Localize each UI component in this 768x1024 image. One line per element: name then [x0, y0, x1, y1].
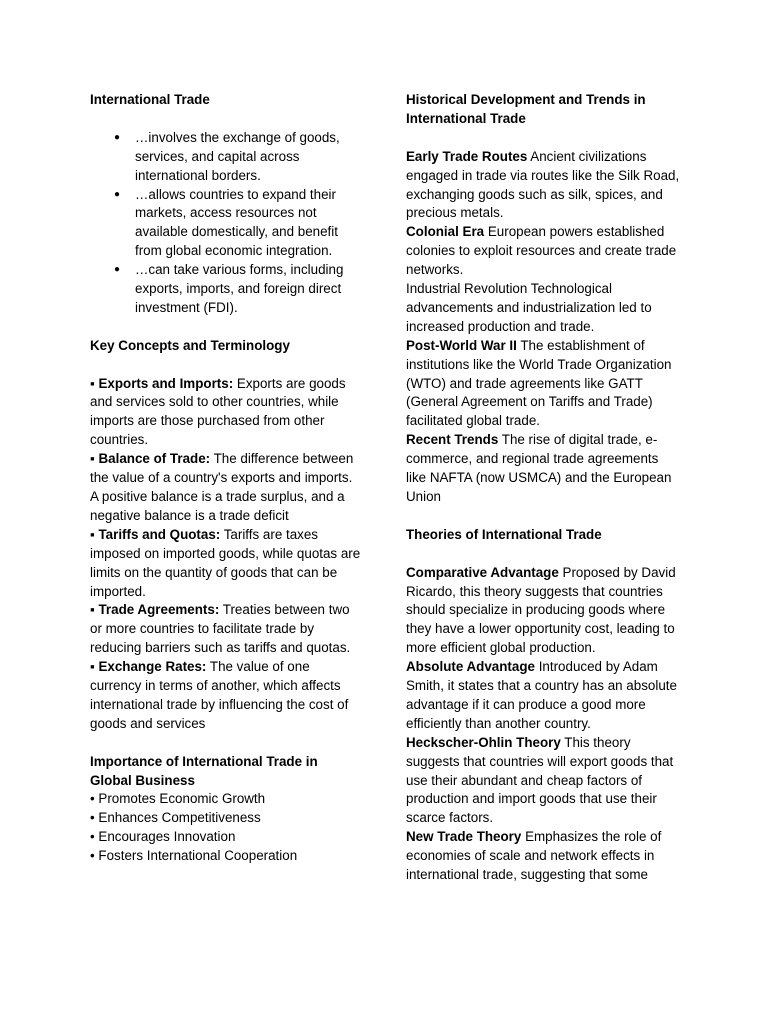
concept-tariffs-quotas: [90, 526, 362, 602]
concept-text: Tariffs are taxes imposed on imported goods, while quotas are limits on the quantity of goods that can be imported.: [90, 526, 361, 599]
history-text: Industrial Revolution Technological advancements and industrialization led to increased production and trade.: [406, 281, 652, 334]
spacer: [90, 110, 362, 129]
spacer: [406, 129, 682, 148]
concept-exchange-rates: [90, 658, 362, 734]
section-title-historical-development: Historical Development and Trends in International Trade: [406, 92, 646, 126]
list-item: ● …can take various forms, including exports, imports, and foreign direct investment (FDI).: [90, 261, 362, 318]
theory-term: Comparative Advantage: [406, 564, 559, 580]
history-text: Ancient civilizations engaged in trade via routes like the Silk Road, exchanging goods such as silk, spices, and precious metals.: [406, 148, 680, 221]
theory-heckscher-ohlin: [406, 734, 682, 829]
concept-trade-agreements: [90, 601, 362, 658]
spacer: [90, 734, 362, 753]
history-recent-trends: [406, 431, 682, 507]
square-bullet-icon: ▪: [90, 659, 95, 675]
square-bullet-icon: ▪: [90, 451, 95, 467]
concept-text: The value of one currency in terms of another, which affects international trade by influencing the cost of goods and services: [90, 659, 349, 731]
theory-new-trade-theory: [406, 828, 682, 885]
concept-balance-of-trade: [90, 450, 362, 526]
theory-term: Absolute Advantage: [406, 659, 535, 675]
history-term: Recent Trends: [406, 432, 499, 448]
history-post-world-war-ii: [406, 337, 682, 432]
concept-term: Tariffs and Quotas:: [98, 526, 221, 542]
concept-text: Treaties between two or more countries to facilitate trade by reducing barriers such as tariffs and quotas.: [90, 602, 351, 656]
concept-term: Exports and Imports:: [98, 375, 234, 391]
concept-term: Balance of Trade:: [98, 451, 211, 467]
section-title-theories: Theories of International Trade: [406, 526, 602, 542]
left-column: [90, 91, 362, 866]
spacer: [406, 545, 682, 564]
theory-text: Proposed by David Ricardo, this theory suggests that countries should specialize in producing goods where they have a lower opportunity cost, leading to more efficient global production.: [406, 564, 676, 656]
history-term: Early Trade Routes: [406, 148, 528, 164]
history-text: European powers established colonies to exploit resources and create trade networks.: [406, 224, 677, 278]
spacer: [406, 507, 682, 526]
history-term: Colonial Era: [406, 224, 485, 240]
theory-text: Introduced by Adam Smith, it states that a country has an absolute advantage if it can produce a good more efficiently than another country.: [406, 659, 677, 731]
concept-term: Exchange Rates:: [98, 659, 207, 675]
list-item: • Fosters International Cooperation: [90, 848, 298, 864]
concept-text: The difference between the value of a country's exports and imports. A positive balance is a trade surplus, and a negative balance is a trade deficit: [90, 451, 354, 523]
list-item: • Encourages Innovation: [90, 829, 236, 845]
history-text: The rise of digital trade, e-commerce, and regional trade agreements like NAFTA (now USMCA) and the European Union: [406, 432, 672, 505]
right-column: [406, 91, 682, 885]
section-title-key-concepts: Key Concepts and Terminology: [90, 337, 290, 353]
theory-text: This theory suggests that countries will export goods that use their abundant and cheap factors of production and import goods that use their scarce factors.: [406, 734, 674, 826]
square-bullet-icon: ▪: [90, 375, 95, 391]
list-item: • Promotes Economic Growth: [90, 791, 266, 807]
theory-comparative-advantage: [406, 564, 682, 659]
history-text: The establishment of institutions like the World Trade Organization (WTO) and trade agreements like GATT (General Agreement on Tariffs and Trade) facilitated global trade.: [406, 337, 672, 429]
theory-absolute-advantage: [406, 658, 682, 734]
history-term: Post-World War II: [406, 337, 517, 353]
history-early-trade-routes: [406, 148, 682, 224]
square-bullet-icon: ▪: [90, 602, 95, 618]
list-item: ● …allows countries to expand their markets, access resources not available domestically, and benefit from global economic integration.: [90, 186, 362, 262]
square-bullet-icon: ▪: [90, 526, 95, 542]
list-item: ● …involves the exchange of goods, services, and capital across international borders.: [90, 129, 362, 186]
concept-text: Exports are goods and services sold to other countries, while imports are those purchased from other countries.: [90, 375, 346, 448]
concept-exports-imports: [90, 375, 362, 451]
section-title-international-trade: International Trade: [90, 92, 210, 107]
concept-term: Trade Agreements:: [98, 602, 220, 618]
spacer: [90, 318, 362, 337]
list-item: • Enhances Competitiveness: [90, 810, 261, 826]
intro-bullet-list: [90, 129, 362, 318]
history-colonial-era: [406, 223, 682, 280]
spacer: [90, 356, 362, 375]
theory-term: Heckscher-Ohlin Theory: [406, 734, 561, 750]
section-title-importance: Importance of International Trade in Global Business: [90, 753, 318, 788]
theory-text: Emphasizes the role of economies of scale and network effects in international trade, suggesting that some: [406, 829, 662, 883]
theory-term: New Trade Theory: [406, 829, 522, 845]
history-industrial-revolution: [406, 280, 682, 337]
